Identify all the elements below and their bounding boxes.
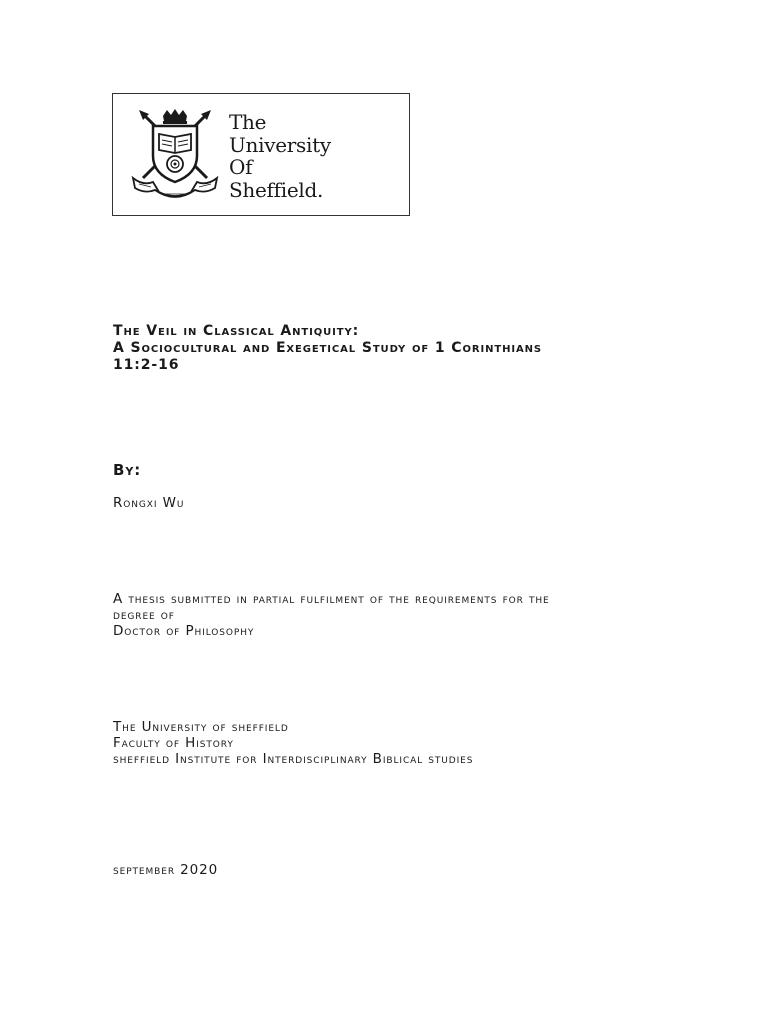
- thesis-line: degree of: [113, 607, 175, 623]
- wordmark-line: University: [229, 132, 331, 157]
- author-name: Rongxi Wu: [113, 495, 185, 511]
- wordmark-line: Of: [229, 155, 253, 179]
- title-line: 11:2-16: [113, 357, 180, 373]
- title-line: The Veil in Classical Antiquity:: [113, 323, 360, 339]
- university-logo-box: [112, 93, 410, 216]
- affiliation-line: Faculty of History: [113, 735, 234, 751]
- submission-date: september 2020: [113, 862, 219, 878]
- thesis-line: Doctor of Philosophy: [113, 623, 255, 639]
- thesis-statement: [113, 591, 550, 639]
- affiliation-line: The University of sheffield: [113, 719, 289, 735]
- university-wordmark: [229, 111, 331, 201]
- thesis-title: [113, 323, 542, 374]
- by-heading: By:: [113, 461, 142, 479]
- title-line: A Sociocultural and Exegetical Study of 1 Corinthians: [113, 340, 542, 356]
- affiliation-line: sheffield Institute for Interdisciplinary Biblical studies: [113, 751, 474, 767]
- university-crest-icon: [129, 108, 221, 202]
- wordmark-line: Sheffield.: [229, 177, 324, 202]
- thesis-line: A thesis submitted in partial fulfilment of the requirements for the: [113, 591, 550, 607]
- affiliation: [113, 719, 473, 767]
- wordmark-line: The: [229, 110, 267, 134]
